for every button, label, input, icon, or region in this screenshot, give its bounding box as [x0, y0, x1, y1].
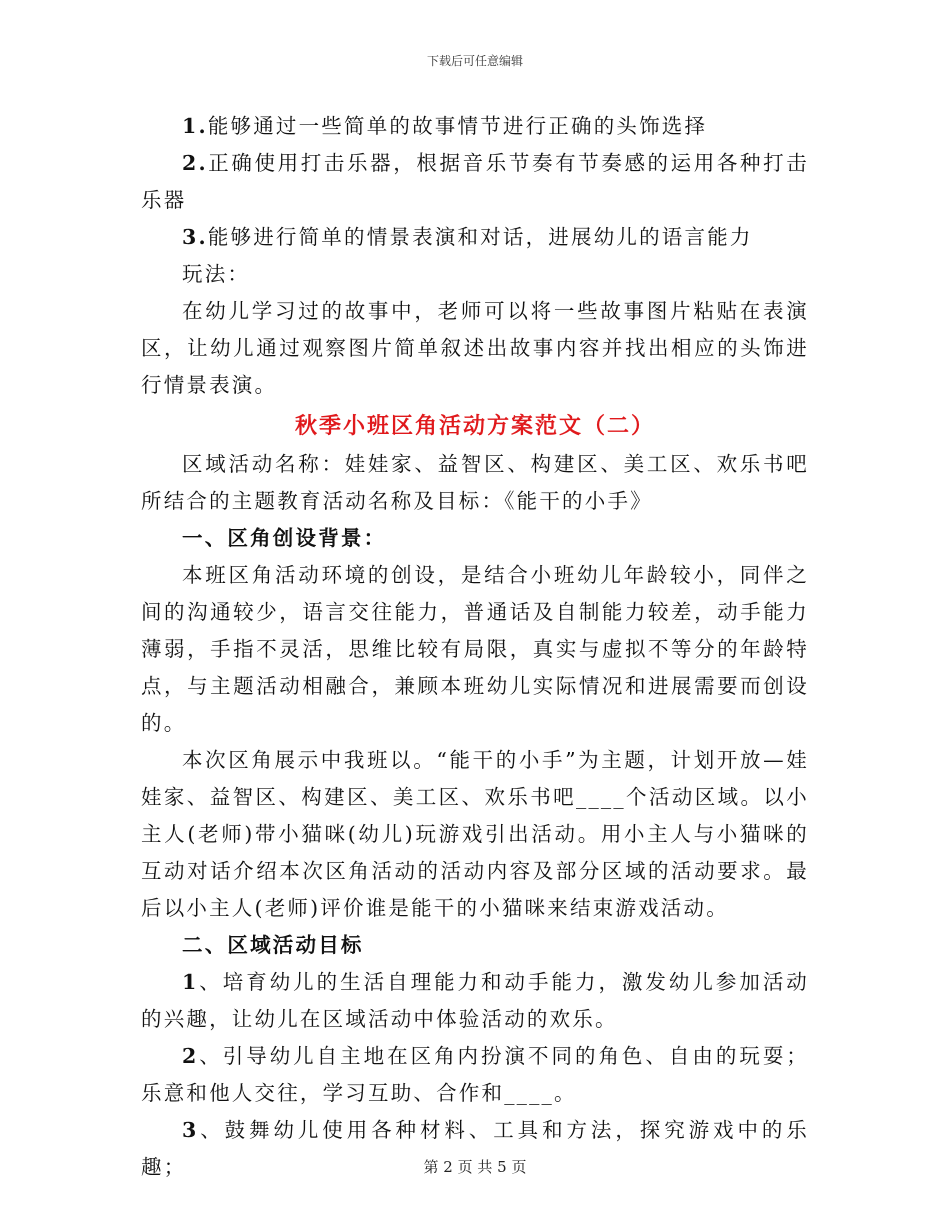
- list-item-2-number: 2.: [182, 151, 208, 175]
- goal-item-3-text: 、鼓舞幼儿使用各种材料、工具和方法，探究游戏中的乐趣；: [141, 1118, 809, 1179]
- list-item-3-number: 3.: [182, 225, 208, 249]
- list-item-2: [141, 145, 809, 219]
- goal-item-2-number: 2: [182, 1044, 199, 1068]
- goal-item-1-number: 1: [182, 970, 199, 994]
- list-item-3: [141, 219, 809, 256]
- page-header: 下载后可任意编辑: [426, 54, 523, 68]
- list-item-2-text: 正确使用打击乐器，根据音乐节奏有节奏感的运用各种打击乐器: [141, 151, 809, 212]
- heading-goals: 二、区域活动目标: [182, 933, 364, 957]
- wanfa-paragraph: 在幼儿学习过的故事中，老师可以将一些故事图片粘贴在表演区，让幼儿通过观察图片简单叙述出故事内容并找出相应的头饰进行情景表演。: [141, 299, 809, 397]
- page-footer: 第 2 页 共 5 页: [423, 1158, 527, 1176]
- list-item-3-text: 能够进行简单的情景表演和对话，进展幼儿的语言能力: [207, 225, 753, 249]
- list-item-1: [141, 108, 809, 145]
- goal-item-2-text: 、引导幼儿自主地在区角内扮演不同的角色、自由的玩耍；乐意和他人交往，学习互助、合作和____。: [141, 1044, 809, 1105]
- area-names-paragraph: 区域活动名称：娃娃家、益智区、构建区、美工区、欢乐书吧所结合的主题教育活动名称及目标：《能干的小手》: [141, 452, 809, 513]
- heading-background: 一、区角创设背景：: [182, 526, 387, 550]
- goal-item-1-text: 、培育幼儿的生活自理能力和动手能力，激发幼儿参加活动的兴趣，让幼儿在区域活动中体验活动的欢乐。: [141, 970, 809, 1031]
- list-item-1-number: 1.: [182, 114, 208, 138]
- section-title: 秋季小班区角活动方案范文（二）: [294, 413, 655, 439]
- goal-item-1: [141, 964, 809, 1038]
- list-item-1-text: 能够通过一些简单的故事情节进行正确的头饰选择: [207, 114, 708, 138]
- background-paragraph-1: 本班区角活动环境的创设，是结合小班幼儿年龄较小，同伴之间的沟通较少，语言交往能力，普通话及自制能力较差，动手能力薄弱，手指不灵活，思维比较有局限，真实与虚拟不等分的年龄特点，与主题活动相融合，兼顾本班幼儿实际情况和进展需要而创设的。: [141, 563, 809, 735]
- wanfa-label: 玩法：: [182, 262, 251, 286]
- background-paragraph-2: 本次区角展示中我班以。“能干的小手”为主题，计划开放—娃娃家、益智区、构建区、美工区、欢乐书吧____个活动区域。以小主人(老师)带小猫咪(幼儿)玩游戏引出活动。用小主人与小猫咪的互动对话介绍本次区角活动的活动内容及部分区域的活动要求。最后以小主人(老师)评价谁是能干的小猫咪来结束游戏活动。: [141, 748, 809, 920]
- document-body: [141, 108, 809, 1186]
- goal-item-2: [141, 1038, 809, 1112]
- goal-item-3-number: 3: [182, 1118, 199, 1142]
